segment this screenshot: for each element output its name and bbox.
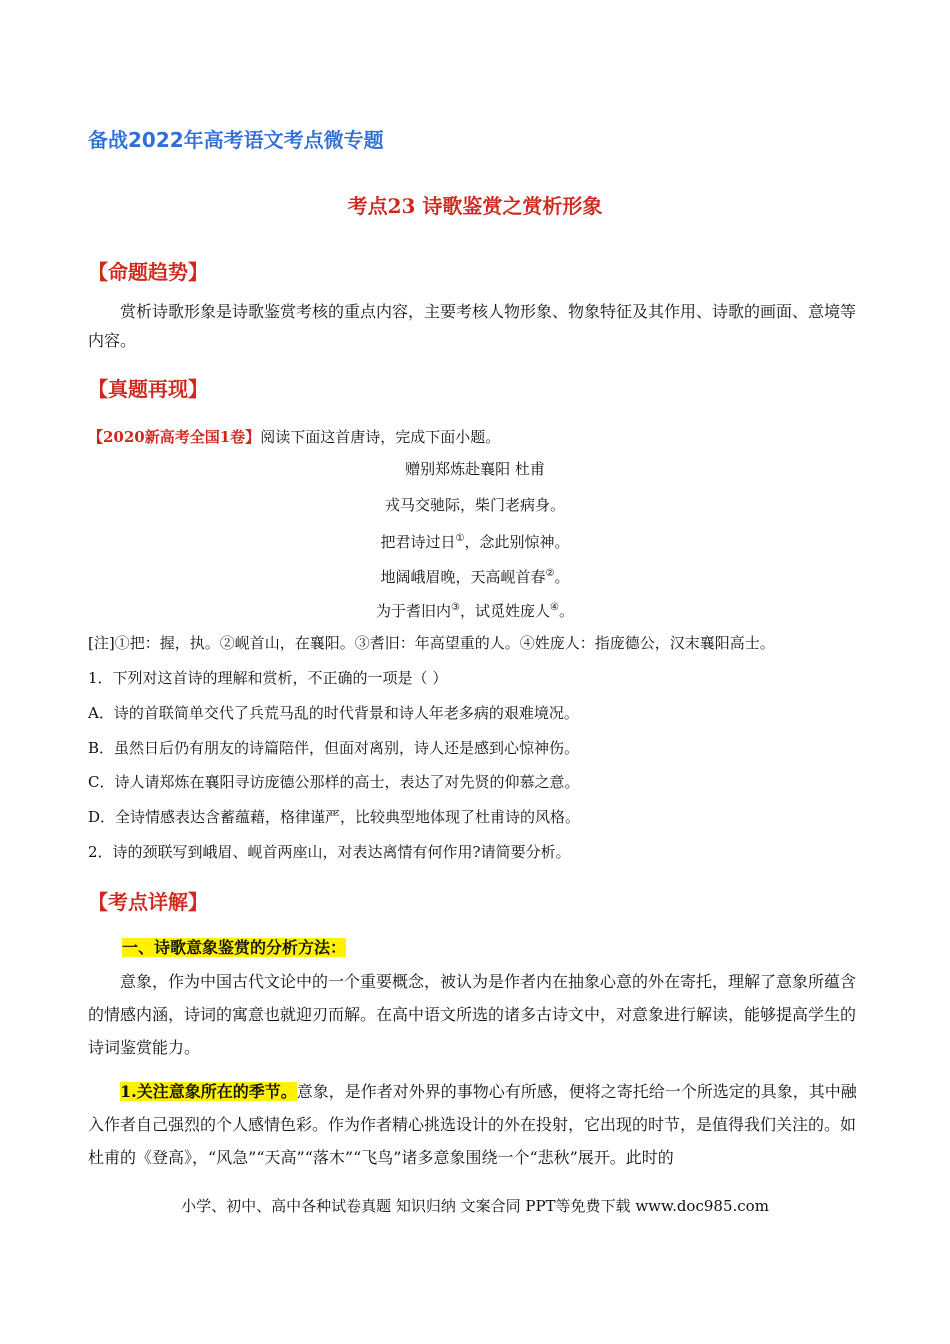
- section-heading-real: 【真题再现】: [88, 377, 208, 401]
- poem-notes: [注]①把：握，执。②岘首山，在襄阳。③耆旧：年高望重的人。④姓庞人：指庞德公，汉末襄阳高士。: [88, 634, 775, 652]
- footnote-marker: ④: [550, 602, 559, 613]
- trend-paragraph: 赏析诗歌形象是诗歌鉴赏考核的重点内容，主要考核人物形象、物象特征及其作用、诗歌的画面、意境等内容。: [88, 302, 857, 350]
- page-footer: 小学、初中、高中各种试卷真题 知识归纳 文案合同 PPT等免费下载 www.doc985.com: [181, 1197, 769, 1215]
- poem-line: 地阔峨眉晚，天高岘首春②。: [380, 568, 570, 586]
- explain-paragraph: 意象，作为中国古代文论中的一个重要概念，被认为是作者内在抽象心意的外在寄托，理解了意象所蕴含的情感内涵，诗词的寓意也就迎刃而解。在高中语文所选的诸多古诗文中，对意象进行解读，能够提高学生的诗词鉴赏能力。: [88, 972, 857, 1057]
- poem-line: 戎马交驰际，柴门老病身。: [384, 496, 565, 514]
- point-1-paragraph: [88, 1075, 863, 1174]
- option-c: C．诗人请郑炼在襄阳寻访庞德公那样的高士，表达了对先贤的仰慕之意。: [88, 773, 580, 791]
- source-label: 【2020新高考全国1卷】: [88, 428, 261, 446]
- page-title: 考点23 诗歌鉴赏之赏析形象: [347, 194, 603, 218]
- instruction-text: 阅读下面这首唐诗，完成下面小题。: [260, 428, 501, 446]
- poem-title: 赠别郑炼赴襄阳 杜甫: [405, 460, 545, 478]
- footnote-marker: ③: [451, 602, 460, 613]
- subsection-heading: 一、诗歌意象鉴赏的分析方法：: [122, 938, 347, 957]
- question-intro: [88, 425, 863, 449]
- option-d: D．全诗情感表达含蓄蕴藉，格律谨严，比较典型地体现了杜甫诗的风格。: [88, 808, 581, 826]
- poem-line: 为于耆旧内③，试觅姓庞人④。: [376, 602, 574, 620]
- poem-line: 把君诗过日①，念此别惊神。: [380, 533, 570, 551]
- option-a: A．诗的首联简单交代了兵荒马乱的时代背景和诗人年老多病的艰难境况。: [88, 704, 579, 722]
- question-1: 1．下列对这首诗的理解和赏析，不正确的一项是（ ）: [88, 669, 448, 687]
- point-1-body: 意象，是作者对外界的事物心有所感，便将之寄托给一个所选定的具象，其中融入作者自己强烈的个人感情色彩。作为作者精心挑选设计的外在投射，它出现的时节，是值得我们关注的。如杜甫的《登高》，“风急”“天高”“落木”“飞鸟”诸多意象围绕一个“悲秋”展开。此时的: [88, 1082, 857, 1167]
- option-b: B．虽然日后仍有朋友的诗篇陪伴，但面对离别，诗人还是感到心惊神伤。: [88, 739, 580, 757]
- footnote-marker: ②: [545, 568, 555, 579]
- point-1-label: 1.关注意象所在的季节。: [120, 1082, 297, 1101]
- question-2: 2．诗的颈联写到峨眉、岘首两座山，对表达离情有何作用?请简要分析。: [88, 843, 571, 861]
- series-title: 备战2022年高考语文考点微专题: [88, 128, 384, 152]
- section-heading-explain: 【考点详解】: [88, 890, 208, 914]
- footnote-marker: ①: [455, 533, 465, 544]
- section-heading-trend: 【命题趋势】: [88, 260, 208, 284]
